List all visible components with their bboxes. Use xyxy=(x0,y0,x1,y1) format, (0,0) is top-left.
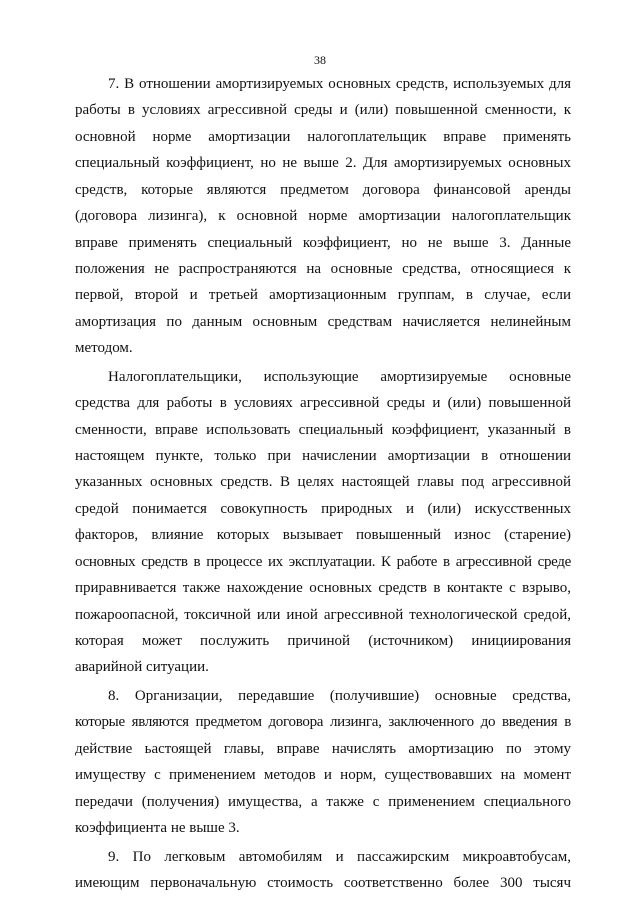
paragraph-7-line-8: положения не распространяются на основные средства, относящиеся к xyxy=(75,261,571,277)
paragraph-2-line-3: сменности, вправе использовать специальный коэффициент, указанный в xyxy=(75,422,571,438)
paragraph-7-line-5: средств, которые являются предметом договора финансовой аренды xyxy=(75,182,571,198)
paragraph-2-line-11: которая может послужить причиной (источником) инициирования xyxy=(75,633,571,649)
paragraph-7-line-2: работы в условиях агрессивной среды и (или) повышенной сменности, к xyxy=(75,102,571,118)
paragraph-2-line-5: указанных основных средств. В целях настоящей главы под агрессивной xyxy=(75,474,571,490)
paragraph-8-line-4: имуществу с применением методов и норм, существовавших на момент xyxy=(75,767,571,783)
paragraph-8-line-2: которые являются предметом договора лизинга, заключенного до введения в xyxy=(75,714,571,730)
paragraph-2-line-9: приравнивается также нахождение основных средств в контакте с взрыво, xyxy=(75,580,571,596)
paragraph-2-line-6: средой понимается совокупность природных и (или) искусственных xyxy=(75,501,571,517)
paragraph-8-line-5: передачи (получения) имущества, а также с применением специального xyxy=(75,794,571,810)
paragraph-2-line-7: факторов, влияние которых вызывает повышенный износ (старение) xyxy=(75,527,571,543)
paragraph-8-line-1: 8. Организации, передавшие (получившие) основные средства, xyxy=(108,688,571,704)
paragraph-8-line-3: действие ьастоящей главы, вправе начислять амортизацию по этому xyxy=(75,741,571,757)
paragraph-2-line-12: аварийной ситуации. xyxy=(75,659,209,675)
paragraph-2-line-2: средства для работы в условиях агрессивной среды и (или) повышенной xyxy=(75,395,571,411)
paragraph-7-line-1: 7. В отношении амортизируемых основных средств, используемых для xyxy=(108,76,571,92)
paragraph-7-line-9: первой, второй и третьей амортизационным группам, в случае, если xyxy=(75,287,571,303)
paragraph-7-line-7: вправе применять специальный коэффициент, но не выше 3. Данные xyxy=(75,235,571,251)
paragraph-7-line-10: амортизация по данным основным средствам начисляется нелинейным xyxy=(75,314,571,330)
paragraph-7-line-3: основной норме амортизации налогоплательщик вправе применять xyxy=(75,129,571,145)
page-number: 38 xyxy=(314,53,326,67)
paragraph-7-line-4: специальный коэффициент, но не выше 2. Для амортизируемых основных xyxy=(75,155,571,171)
paragraph-7-line-11: методом. xyxy=(75,340,133,356)
paragraph-2-line-10: пожароопасной, токсичной или иной агрессивной технологической средой, xyxy=(75,607,571,623)
paragraph-2-line-8: основных средств в процессе их эксплуатации. К работе в агрессивной среде xyxy=(75,554,571,570)
paragraph-8-line-6: коэффициента не выше 3. xyxy=(75,820,240,836)
paragraph-9-line-1: 9. По легковым автомобилям и пассажирским микроавтобусам, xyxy=(108,849,571,865)
paragraph-2-line-4: настоящем пункте, только при начислении амортизации в отношении xyxy=(75,448,571,464)
paragraph-7-line-6: (договора лизинга), к основной норме амортизации налогоплательщик xyxy=(75,208,571,224)
paragraph-2-line-1: Налогоплательщики, использующие амортизируемые основные xyxy=(108,369,571,385)
paragraph-9-line-2: имеющим первоначальную стоимость соответственно более 300 тысяч xyxy=(75,875,571,891)
